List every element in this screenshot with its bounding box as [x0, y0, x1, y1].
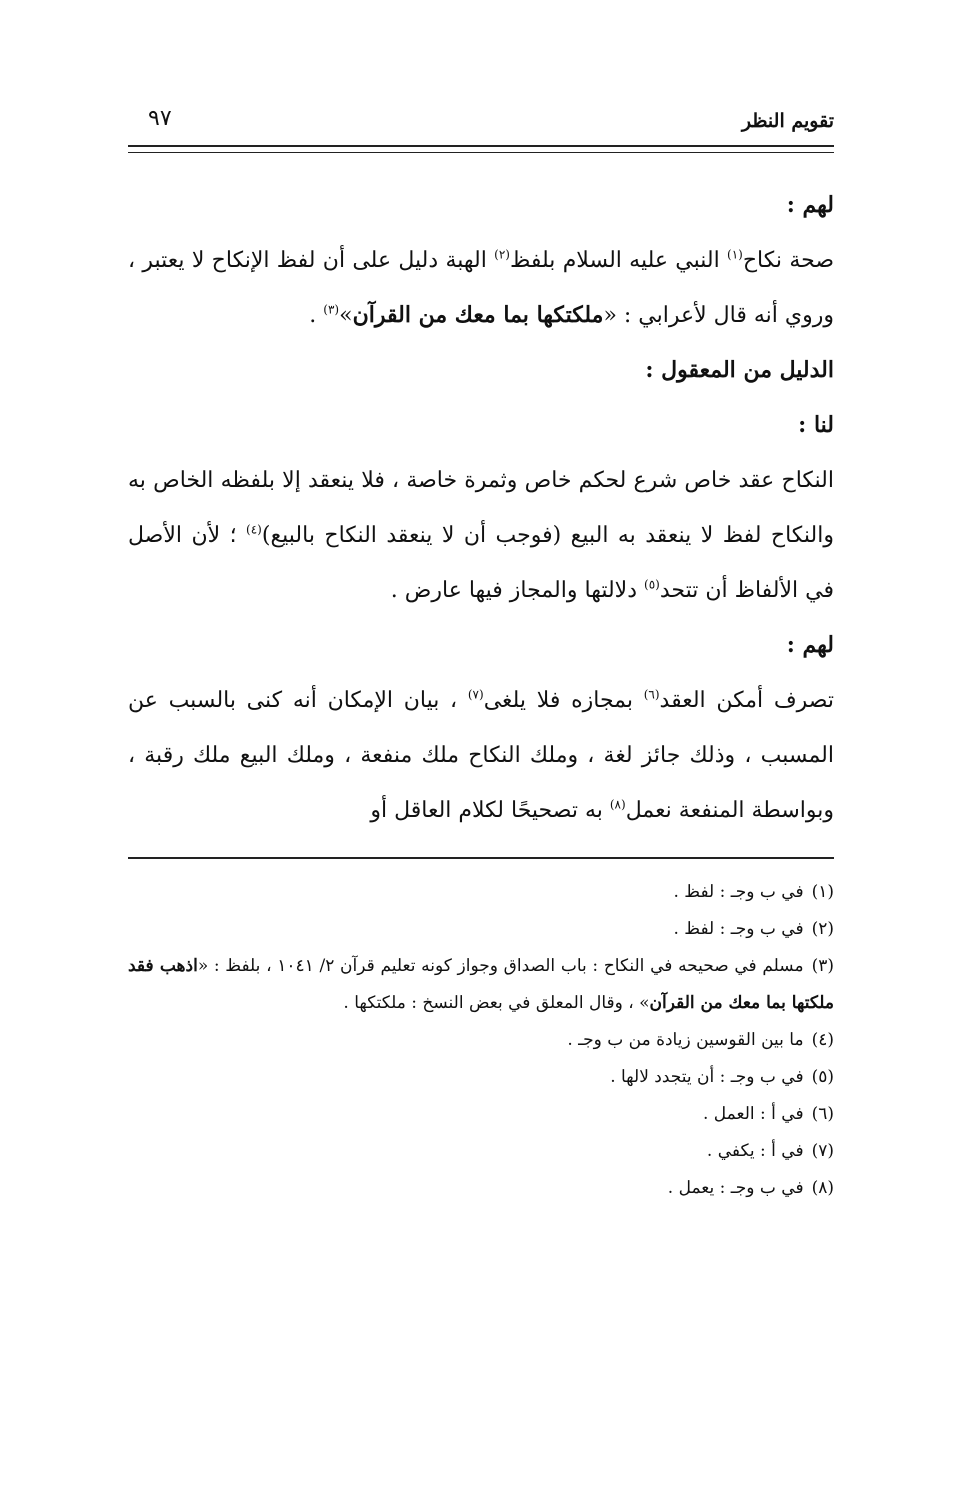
section-heading-lahum-2: لهم : — [786, 632, 834, 658]
paragraph-1-text-d: » — [339, 303, 353, 328]
footnote-text: في ب وجـ : أن يتجدد لالها . — [610, 1067, 804, 1087]
footnotes — [128, 874, 834, 1207]
footnote-6 — [128, 1096, 834, 1133]
footnote-ref-2: (٢) — [494, 247, 510, 262]
footnote-text: في أ : العمل . — [703, 1104, 804, 1124]
paragraph-2-text-c: دلالتها والمجاز فيها عارض . — [390, 578, 645, 603]
paragraph-1 — [128, 233, 834, 343]
main-text — [128, 178, 834, 838]
footnote-2 — [128, 911, 834, 948]
footnote-hadith-quote: اذهب فقد ملكتها بما معك من القرآن — [128, 956, 834, 1013]
footnote-1 — [128, 874, 834, 911]
section-heading-lana: لنا : — [798, 412, 834, 438]
footnote-4 — [128, 1022, 834, 1059]
footnote-text-b: » ، وقال المعلق في بعض النسخ : ملكتكها . — [343, 993, 650, 1013]
footnote-ref-3: (٣) — [323, 302, 340, 317]
footnote-text-a: مسلم في صحيحه في النكاح : باب الصداق وجواز كونه تعليم قرآن ٢/ ١٠٤١ ، بلفظ : « — [197, 956, 804, 976]
paragraph-1-text-a: صحة نكاح — [742, 248, 835, 273]
footnote-number: (٤) — [811, 1030, 834, 1050]
footnote-number: (٥) — [811, 1067, 834, 1087]
paragraph-3-text-d: به تصحيحًا لكلام العاقل أو — [370, 798, 610, 823]
footnote-text: في أ : يكفي . — [706, 1141, 804, 1161]
footnote-number: (١) — [811, 882, 834, 902]
footnote-text: في ب وجـ : لفظ . — [673, 882, 804, 902]
paragraph-3-text-b: بمجازه فلا يلغى — [483, 688, 644, 713]
footnote-number: (٨) — [811, 1178, 834, 1198]
footnote-ref-7: (٧) — [467, 687, 484, 702]
paragraph-3-text-c: ، بيان الإمكان أنه كنى بالسبب عن المسبب ، وذلك جائز لغة ، وملك النكاح ملك منفعة ، وملك البيع ملك رقبة ، وبواسطة المنفعة نعمل — [128, 688, 834, 823]
footnote-ref-5: (٥) — [644, 577, 660, 592]
hadith-quote: ملكتكها بما معك من القرآن — [352, 302, 604, 328]
footnote-text: في ب وجـ : يعمل . — [667, 1178, 804, 1198]
footnote-ref-8: (٨) — [609, 797, 626, 812]
section-heading-rational-evidence: الدليل من المعقول : — [645, 357, 834, 383]
paragraph-1-text-e: . — [309, 303, 324, 328]
footnote-5 — [128, 1059, 834, 1096]
footnote-number: (٣) — [811, 956, 834, 976]
running-title: تقويم النظر — [741, 110, 834, 132]
paragraph-1-text-c: الهبة دليل على أن لفظ الإنكاح لا يعتبر ، وروي أنه قال لأعرابي : « — [128, 248, 834, 328]
footnote-7 — [128, 1133, 834, 1170]
paragraph-3-text-a: تصرف أمكن العقد — [659, 688, 834, 713]
paragraph-2 — [128, 453, 834, 618]
footnote-ref-1: (١) — [727, 247, 743, 262]
footnote-8 — [128, 1170, 834, 1207]
paragraph-1-text-b: النبي عليه السلام بلفظ — [509, 248, 728, 273]
footnote-number: (٧) — [811, 1141, 834, 1161]
footnote-number: (٢) — [811, 919, 834, 939]
footnote-number: (٦) — [811, 1104, 834, 1124]
header-rule — [128, 145, 834, 153]
page-number: ٩٧ — [148, 106, 172, 131]
footnote-ref-4: (٤) — [246, 522, 262, 537]
paragraph-2-text-a: النكاح عقد خاص شرع لحكم خاص وثمرة خاصة ، فلا ينعقد إلا بلفظه الخاص به والنكاح لفظ لا ينعقد به البيع (فوجب أن لا ينعقد النكاح بالبيع) — [128, 468, 835, 548]
page-header — [128, 106, 834, 146]
paragraph-3 — [128, 673, 834, 838]
footnote-3 — [128, 948, 834, 1022]
footnote-ref-6: (٦) — [643, 687, 660, 702]
footnote-text: ما بين القوسين زيادة من ب وجـ . — [567, 1030, 804, 1050]
footnote-text: في ب وجـ : لفظ . — [673, 919, 804, 939]
section-heading-lahum-1: لهم : — [786, 192, 834, 218]
footnote-separator — [128, 857, 834, 859]
paragraph-2-text-b: ؛ لأن الأصل في الألفاظ أن تتحد — [128, 523, 834, 603]
